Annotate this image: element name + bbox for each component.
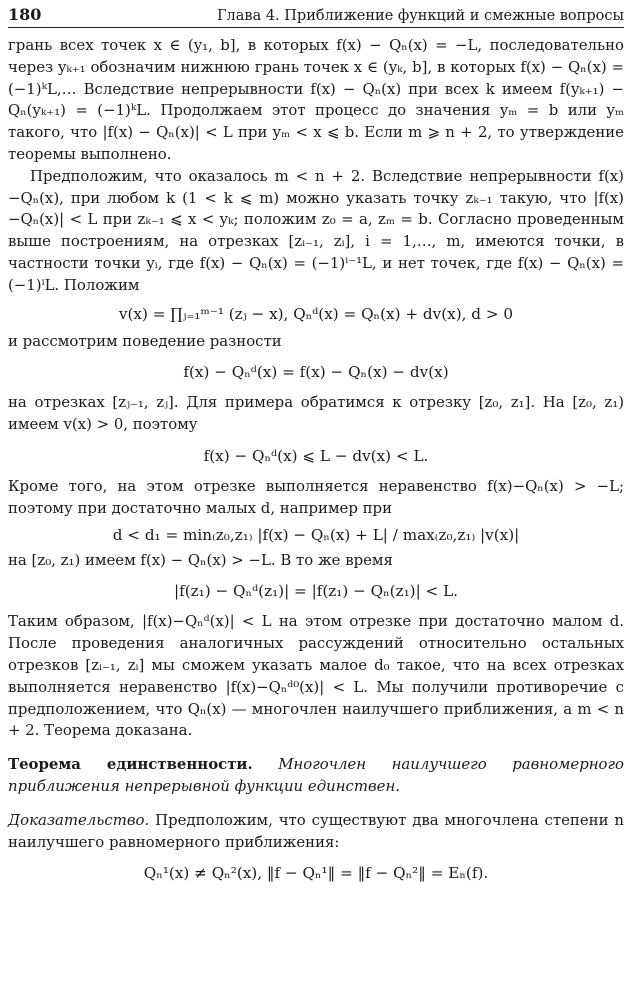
page-header bbox=[8, 0, 624, 28]
paragraph-5: Кроме того, на этом отрезке выполняется неравенство f(x)−Qₙ(x) > −L; поэтому при достаточно малых d, например при bbox=[8, 476, 624, 517]
paragraph-7: Таким образом, |f(x)−Qₙᵈ(x)| < L на этом отрезке при достаточно малом d. После проведения аналогичных рассуждений относительно остальных отрезков [zᵢ₋₁, zᵢ] мы сможем указать малое d₀ такое, что на всех отрезках выполняется неравенство |f(x)−Qₙᵈ⁰(x)| < L. Мы получили противоречие с предположением, что Qₙ(x) — многочлен наилучшего приближения, а m < n + 2. Теорема доказана. bbox=[8, 612, 624, 740]
paragraph-6: на [z₀, z₁) имеем f(x) − Qₙ(x) > −L. В то же время bbox=[8, 550, 393, 569]
equation-endpoint: |f(z₁) − Qₙᵈ(z₁)| = |f(z₁) − Qₙ(z₁)| < L. bbox=[173, 582, 459, 601]
theorem-statement: Многочлен наилучшего равномерного приближения непрерывной функции единствен. bbox=[8, 755, 624, 795]
equation-difference: f(x) − Qₙᵈ(x) = f(x) − Qₙ(x) − dv(x) bbox=[183, 363, 449, 382]
paragraph-1: грань всех точек x ∈ (y₁, b], в которых f(x) − Qₙ(x) = −L, последовательно через yₖ₊₁ обозначим нижнюю грань точек x ∈ (yₖ, b], в которых f(x) − Qₙ(x) = (−1)ᵏL,… Вследствие непрерывности f(x) − Qₙ(x) при всех k имеем f(yₖ₊₁) − Qₙ(yₖ₊₁) = (−1)ᵏL. Продолжаем этот процесс до значения yₘ = b или yₘ такого, что |f(x) − Qₙ(x)| < L при yₘ < x ⩽ b. Если m ⩾ n + 2, то утверждение теоремы выполнено. bbox=[8, 36, 624, 163]
equation-d1-bound: d < d₁ = min₍z₀,z₁₎ |f(x) − Qₙ(x) + L| / max₍z₀,z₁₎ |v(x)| bbox=[112, 525, 520, 544]
paragraph-3: и рассмотрим поведение разности bbox=[8, 331, 282, 350]
equation-two-polynomials: Qₙ¹(x) ≠ Qₙ²(x), ‖f − Qₙ¹‖ = ‖f − Qₙ²‖ = Eₙ(f). bbox=[143, 864, 489, 883]
equation-inequality: f(x) − Qₙᵈ(x) ⩽ L − dv(x) < L. bbox=[203, 446, 429, 465]
page-body bbox=[8, 35, 624, 884]
uniqueness-theorem bbox=[8, 754, 624, 798]
paragraph-4: на отрезках [zⱼ₋₁, zⱼ]. Для примера обратимся к отрезку [z₀, z₁]. На [z₀, z₁) имеем v(x) > 0, поэтому bbox=[8, 393, 624, 434]
proof-paragraph bbox=[8, 810, 624, 854]
page-number: 180 bbox=[8, 5, 42, 24]
theorem-title: Теорема единственности. bbox=[8, 755, 253, 774]
running-head: Глава 4. Приближение функций и смежные вопросы bbox=[216, 8, 624, 24]
paragraph-2: Предположим, что оказалось m < n + 2. Вследствие непрерывности f(x)−Qₙ(x), при любом k (1 < k ⩽ m) можно указать точку zₖ₋₁ такую, что |f(x)−Qₙ(x)| < L при zₖ₋₁ ⩽ x < yₖ; положим z₀ = a, zₘ = b. Согласно проведенным выше построениям, на отрезках [zᵢ₋₁, zᵢ], i = 1,…, m, имеются точки, в частности точки yᵢ, где f(x) − Qₙ(x) = (−1)ⁱ⁻¹L, и нет точек, где f(x) − Qₙ(x) = (−1)ⁱL. Положим bbox=[8, 166, 624, 294]
equation-product: v(x) = ∏ⱼ₌₁ᵐ⁻¹ (zⱼ − x), Qₙᵈ(x) = Qₙ(x) + dv(x), d > 0 bbox=[118, 304, 514, 323]
proof-label: Доказательство. bbox=[8, 810, 150, 829]
proof-text: Предположим, что существуют два многочлена степени n наилучшего равномерного приближения: bbox=[8, 810, 624, 851]
